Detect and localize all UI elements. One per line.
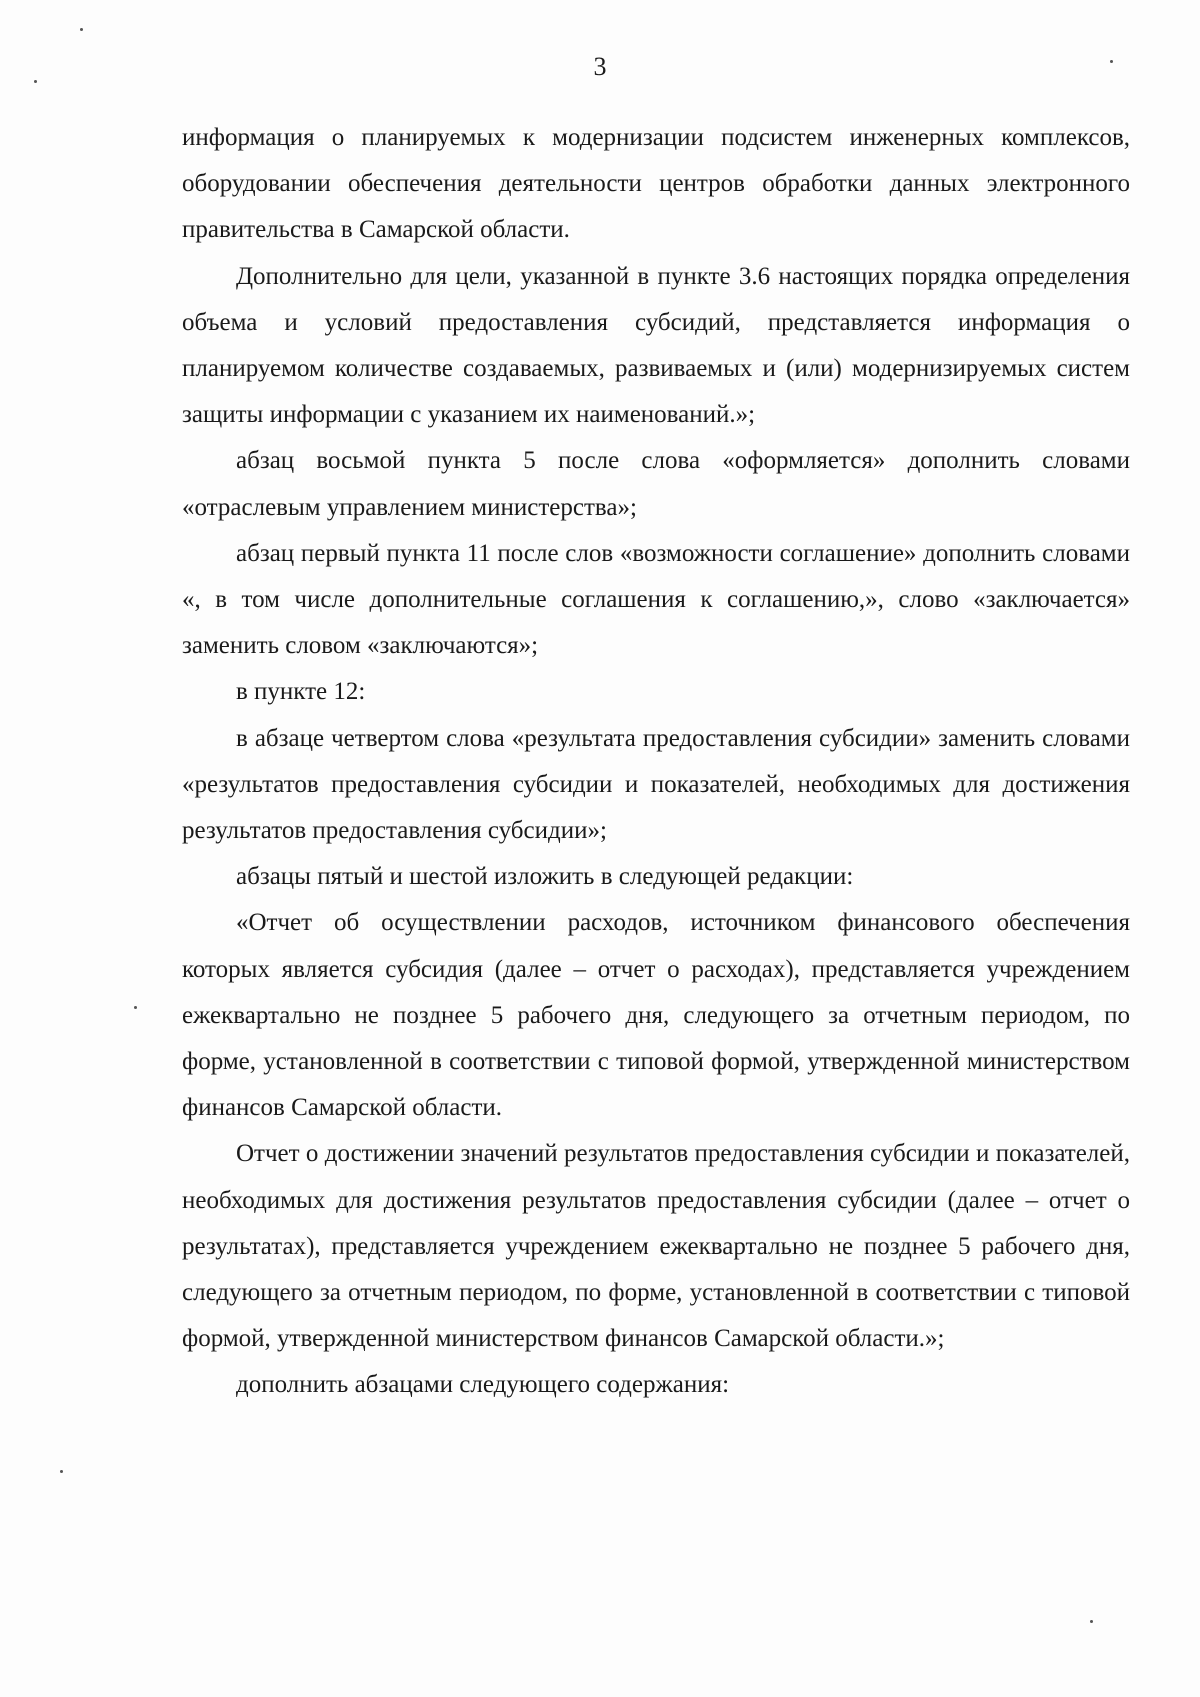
scan-speck: [60, 1470, 63, 1473]
scan-speck: [1090, 1620, 1093, 1623]
scan-speck: [134, 1006, 137, 1009]
paragraph: информация о планируемых к модернизации подсистем инженерных комплексов, оборудовании обеспечения деятельности центров обработки данных электронного правительства в Самарской области.: [182, 124, 1130, 244]
paragraph: в пункте 12:: [236, 678, 366, 706]
paragraph: Отчет о достижении значений результатов предоставления субсидии и показателей, необходимых для достижения результатов предоставления субсидии (далее – отчет о результатах), представляется учреждением ежеквартально не позднее 5 рабочего дня, следующего за отчетным периодом, по форме, установленной в соответствии с типовой формой, утвержденной министерством финансов Самарской области.»;: [182, 1140, 1130, 1353]
paragraph: «Отчет об осуществлении расходов, источником финансового обеспечения которых является субсидия (далее – отчет о расходах), представляется учреждением ежеквартально не позднее 5 рабочего дня, следующего за отчетным периодом, по форме, установленной в соответствии с типовой формой, утвержденной министерством финансов Самарской области.: [182, 909, 1130, 1122]
paragraph: дополнить абзацами следующего содержания:: [236, 1371, 730, 1399]
paragraph: абзац восьмой пункта 5 после слова «оформляется» дополнить словами «отраслевым управлением министерства»;: [182, 447, 1130, 521]
paragraph: Дополнительно для цели, указанной в пункте 3.6 настоящих порядка определения объема и условий предоставления субсидий, представляется информация о планируемом количестве создаваемых, развиваемых и (или) модернизируемых систем защиты информации с указанием их наименований.»;: [182, 262, 1130, 429]
page-number: 3: [593, 52, 607, 81]
scan-speck: [1110, 60, 1113, 63]
scan-speck: [34, 80, 37, 83]
scan-speck: [80, 28, 83, 31]
document-body: [182, 115, 1130, 1409]
paragraph: абзац первый пункта 11 после слов «возможности соглашение» дополнить словами «, в том числе дополнительные соглашения к соглашению,», слово «заключается» заменить словом «заключаются»;: [182, 539, 1130, 660]
paragraph: в абзаце четвертом слова «результата предоставления субсидии» заменить словами «результатов предоставления субсидии и показателей, необходимых для достижения результатов предоставления субсидии»;: [182, 724, 1130, 845]
paragraph: абзацы пятый и шестой изложить в следующей редакции:: [236, 863, 854, 891]
